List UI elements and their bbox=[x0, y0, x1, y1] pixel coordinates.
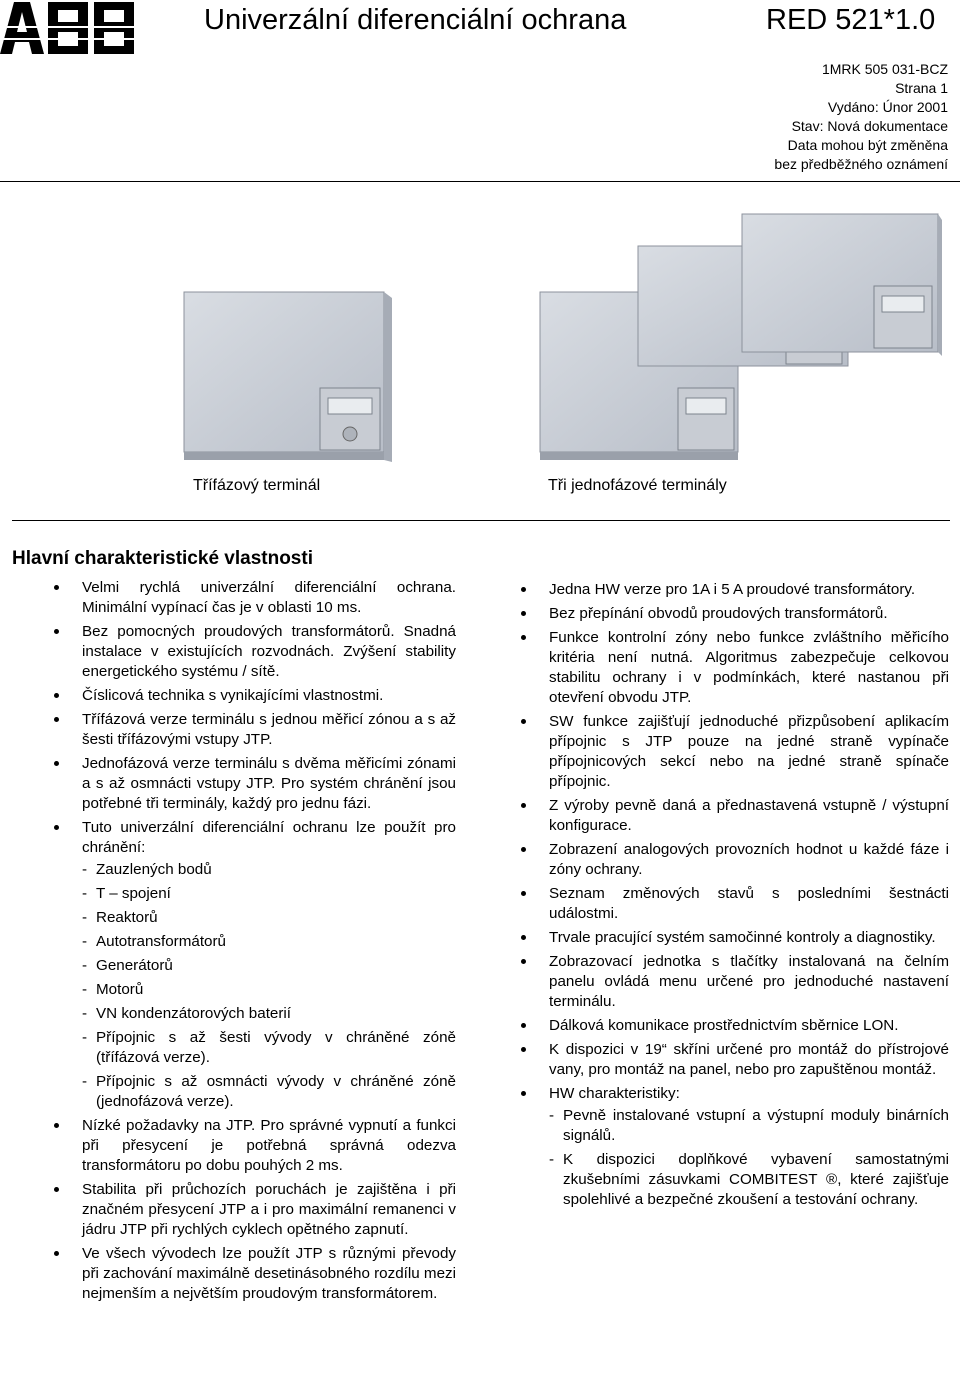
sub-item: - VN kondenzátorových baterií bbox=[82, 1004, 456, 1024]
meta-line: Vydáno: Únor 2001 bbox=[827, 99, 948, 115]
list-item: Zobrazení analogových provozních hodnot u každé fáze i zóny ochrany. bbox=[519, 840, 949, 880]
list-item bbox=[519, 1084, 949, 1210]
single-phase-terminal bbox=[742, 214, 942, 356]
header-divider bbox=[0, 181, 960, 182]
list-item: Zobrazovací jednotka s tlačítky instalovaná na čelním panelu ovládá menu určené pro jednoduché nastavení terminálu. bbox=[519, 952, 949, 1012]
list-item: K dispozici v 19“ skříni určené pro montáž do přístrojové vany, pro montáž na panel, nebo pro zapuštěnou montáž. bbox=[519, 1040, 949, 1080]
feature-list-right bbox=[519, 580, 949, 1214]
list-item: Jednofázová verze terminálu s dvěma měřicími zónami a s až osmnácti vstupy JTP. Pro systém chránění jsou potřebné tři terminály, každý pro jednu fázi. bbox=[52, 754, 456, 814]
list-item: Bez přepínání obvodů proudových transformátorů. bbox=[519, 604, 949, 624]
sub-item: - Reaktorů bbox=[82, 908, 456, 928]
protected-objects-list bbox=[82, 860, 456, 1112]
section-heading: Hlavní charakteristické vlastnosti bbox=[12, 548, 313, 569]
document-meta bbox=[774, 60, 948, 174]
hw-features-list bbox=[549, 1106, 949, 1210]
list-item: Nízké požadavky na JTP. Pro správné vypnutí a funkci při přesycení je potřebná správná odezva transformátoru po dobu pouhých 2 ms. bbox=[52, 1116, 456, 1176]
list-item: Dálková komunikace prostřednictvím sběrnice LON. bbox=[519, 1016, 949, 1036]
list-item: Trvale pracující systém samočinné kontroly a diagnostiky. bbox=[519, 928, 949, 948]
sub-item: - Zauzlených bodů bbox=[82, 860, 456, 880]
document-code: RED 521*1.0 bbox=[766, 4, 936, 36]
meta-line: bez předběžného oznámení bbox=[774, 156, 948, 172]
product-photo bbox=[140, 200, 960, 470]
sub-item: - K dispozici doplňkové vybavení samostatnými zkušebními zásuvkami COMBITEST ®, které zajišťuje spolehlivé a bezpečné zkoušení a testování ochrany. bbox=[549, 1150, 949, 1210]
list-item: Seznam změnových stavů s posledními šestnácti událostmi. bbox=[519, 884, 949, 924]
list-item-text: Tuto univerzální diferenciální ochranu lze použít pro chránění: bbox=[82, 819, 456, 856]
meta-line: Data mohou být změněna bbox=[787, 137, 948, 153]
meta-line: 1MRK 505 031-BCZ bbox=[821, 61, 948, 77]
sub-item: - T – spojení bbox=[82, 884, 456, 904]
list-item: Z výroby pevně daná a přednastavená vstupně / výstupní konfigurace. bbox=[519, 796, 949, 836]
meta-line: Stav: Nová dokumentace bbox=[791, 118, 948, 134]
list-item: Třífázová verze terminálu s jednou měřicí zónou a s až šesti třífázovými vstupy JTP. bbox=[52, 710, 456, 750]
list-item: Velmi rychlá univerzální diferenciální ochrana. Minimální vypínací čas je v oblasti 10 ms. bbox=[52, 578, 456, 618]
list-item: Číslicová technika s vynikajícími vlastnostmi. bbox=[52, 686, 456, 706]
sub-item: - Pevně instalované vstupní a výstupní moduly binárních signálů. bbox=[549, 1106, 949, 1146]
list-item bbox=[52, 818, 456, 1112]
figure-caption-right: Tři jednofázové terminály bbox=[548, 477, 727, 494]
three-phase-terminal bbox=[184, 292, 392, 462]
list-item: SW funkce zajišťují jednoduché přizpůsobení aplikacím přípojnic s JTP pouze na jedné straně vypínače přípojnicových sekcí nebo na jedné straně spínače přípojnic. bbox=[519, 712, 949, 792]
sub-item: - Přípojnic s až šesti vývody v chráněné zóně (třífázová verze). bbox=[82, 1028, 456, 1068]
list-item: Jedna HW verze pro 1A i 5 A proudové transformátory. bbox=[519, 580, 949, 600]
meta-line: Strana 1 bbox=[895, 80, 948, 96]
list-item: Bez pomocných proudových transformátorů. Snadná instalace v existujících rozvodnách. Zvýšení stability energetického systému / sítě. bbox=[52, 622, 456, 682]
section-divider bbox=[12, 520, 950, 521]
sub-item: - Motorů bbox=[82, 980, 456, 1000]
list-item-text: HW charakteristiky: bbox=[549, 1085, 680, 1102]
sub-item: - Přípojnic s až osmnácti vývody v chráněné zóně (jednofázová verze). bbox=[82, 1072, 456, 1112]
list-item: Ve všech vývodech lze použít JTP s různými převody při zachování maximálně desetinásobného rozdílu mezi nejmenším a největším proudovým transformátorem. bbox=[52, 1244, 456, 1304]
figure-caption-left: Třífázový terminál bbox=[193, 477, 321, 494]
abb-logo bbox=[0, 0, 138, 54]
sub-item: - Generátorů bbox=[82, 956, 456, 976]
list-item: Stabilita při průchozích poruchách je zajištěna i při značném přesycení JTP a i pro maximální remanenci v jádru JTP při rychlých cyklech opětného zapnutí. bbox=[52, 1180, 456, 1240]
sub-item: - Autotransformátorů bbox=[82, 932, 456, 952]
feature-list-left bbox=[52, 578, 456, 1308]
list-item: Funkce kontrolní zóny nebo funkce zvláštního měřicího kritéria není nutná. Algoritmus zabezpečuje celkovou stabilitu ochrany i v podmínkách, které nastanou při otevření obvodu JTP. bbox=[519, 628, 949, 708]
document-title: Univerzální diferenciální ochrana bbox=[204, 4, 627, 36]
